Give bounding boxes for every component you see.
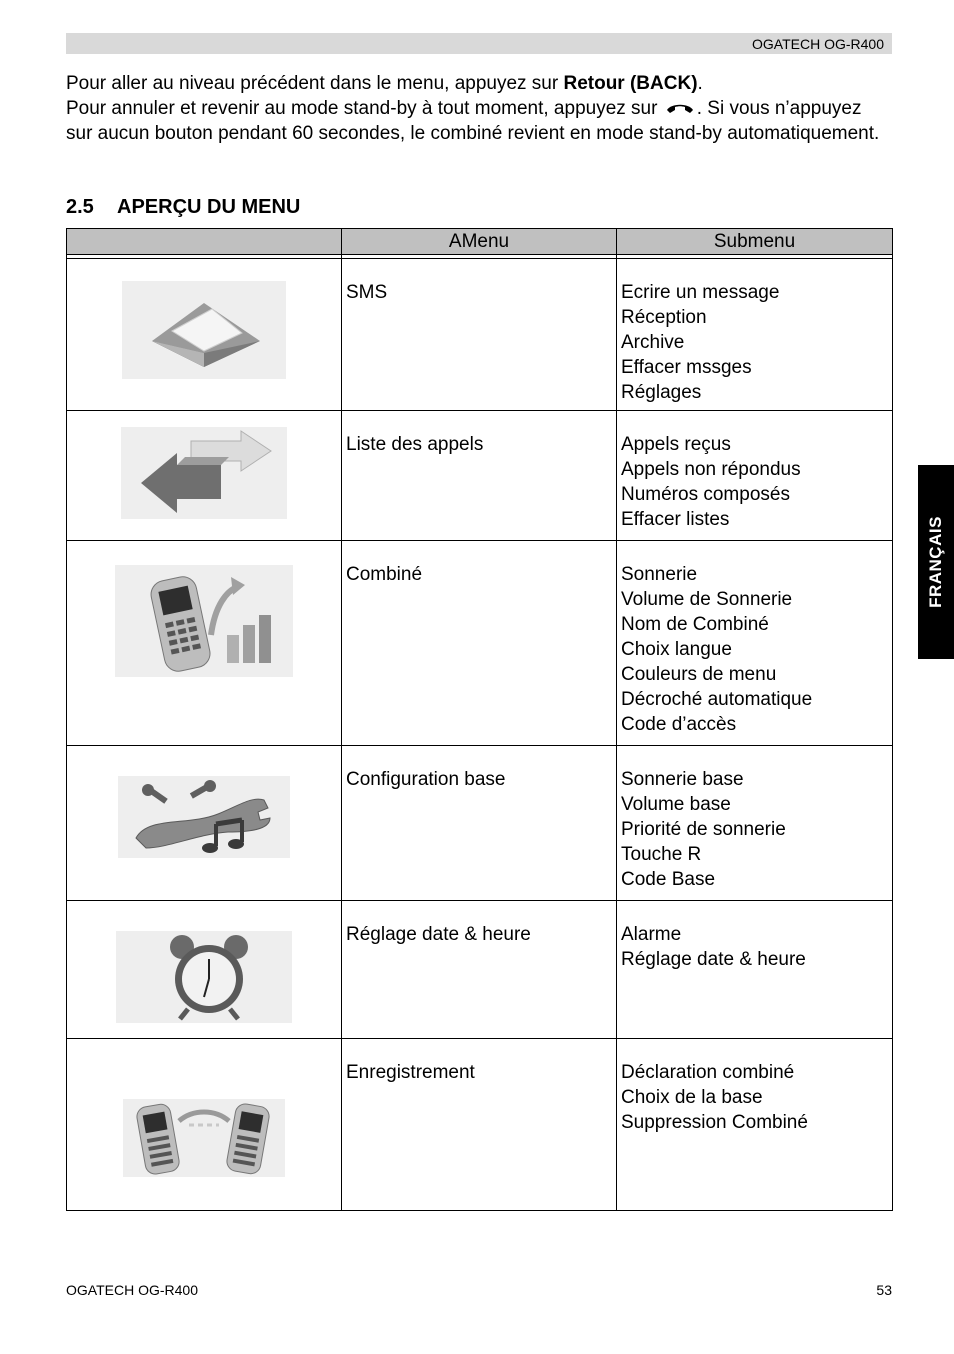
- submenu-item: Numéros composés: [621, 484, 790, 505]
- intro-line-2: [66, 96, 892, 146]
- page-number: 53: [876, 1282, 892, 1298]
- submenu-item: Appels reçus: [621, 434, 731, 455]
- submenu-cell: [617, 901, 893, 1039]
- menu-cell: [342, 746, 617, 901]
- hang-up-phone-icon: [665, 101, 695, 115]
- table-row: [67, 901, 893, 1039]
- handset-icon: [115, 565, 293, 677]
- header-submenu-col: Submenu: [617, 229, 893, 255]
- intro-line-1: [66, 71, 892, 96]
- submenu-cell: [617, 541, 893, 746]
- tools-icon: [118, 776, 290, 858]
- icon-cell: [67, 901, 342, 1039]
- intro-line-1-end: .: [697, 73, 703, 94]
- submenu-item: Code d’accès: [621, 714, 737, 735]
- alarm-clock-icon: [116, 931, 292, 1023]
- header-menu-col: AMenu: [342, 229, 617, 255]
- menu-cell: [342, 411, 617, 541]
- submenu-item: Archive: [621, 332, 685, 353]
- table-row: [67, 541, 893, 746]
- header-icon-col: [67, 229, 342, 255]
- submenu-cell: [617, 1039, 893, 1211]
- intro-line-2-rest: . Si vous n’appuyez sur aucun bouton pendant 60 secondes, le combiné revient en mode stand-by automatiquement.: [66, 98, 880, 144]
- menu-cell: [342, 541, 617, 746]
- menu-label: Liste des appels: [346, 434, 484, 455]
- table-row: [67, 259, 893, 411]
- footer-model: OGATECH OG-R400: [66, 1282, 198, 1298]
- menu-label: Réglage date & heure: [346, 924, 531, 945]
- registration-phones-icon: [123, 1099, 285, 1177]
- header-model: OGATECH OG-R400: [752, 36, 884, 52]
- intro-line-2-text: Pour annuler et revenir au mode stand-by à tout moment, appuyez sur: [66, 98, 663, 119]
- section-heading: APERÇU DU MENU: [117, 196, 301, 218]
- section-number: 2.5: [66, 196, 94, 218]
- submenu-item: Suppression Combiné: [621, 1112, 808, 1133]
- submenu-cell: [617, 746, 893, 901]
- menu-label: Configuration base: [346, 769, 506, 790]
- submenu-item: Sonnerie: [621, 564, 698, 585]
- submenu-cell: [617, 259, 893, 411]
- submenu-list: [621, 1060, 892, 1135]
- submenu-item: Code Base: [621, 869, 716, 890]
- submenu-item: Choix de la base: [621, 1087, 763, 1108]
- submenu-item: Choix langue: [621, 639, 732, 660]
- submenu-item: Déclaration combiné: [621, 1062, 795, 1083]
- submenu-item: Décroché automatique: [621, 689, 813, 710]
- table-row: [67, 411, 893, 541]
- submenu-item: Touche R: [621, 844, 702, 865]
- submenu-item: Réglage date & heure: [621, 949, 806, 970]
- submenu-item: Volume de Sonnerie: [621, 589, 793, 610]
- envelope-icon: [122, 281, 286, 379]
- submenu-list: [621, 562, 892, 737]
- icon-cell: [67, 259, 342, 411]
- intro-line-1-text: Pour aller au niveau précédent dans le menu, appuyez sur: [66, 73, 564, 94]
- menu-label: SMS: [346, 282, 388, 303]
- section-title: [66, 195, 300, 219]
- icon-cell: [67, 541, 342, 746]
- menu-overview-table: [66, 228, 893, 1211]
- menu-label: Combiné: [346, 564, 423, 585]
- submenu-item: Alarme: [621, 924, 682, 945]
- menu-cell: [342, 259, 617, 411]
- back-key-label: Retour (BACK): [563, 73, 698, 94]
- submenu-cell: [617, 411, 893, 541]
- icon-cell: [67, 1039, 342, 1211]
- icon-cell: [67, 411, 342, 541]
- submenu-item: Réglages: [621, 382, 702, 403]
- submenu-item: Sonnerie base: [621, 769, 744, 790]
- icon-cell: [67, 746, 342, 901]
- table-header-row: [67, 229, 893, 255]
- menu-cell: [342, 1039, 617, 1211]
- submenu-item: Réception: [621, 307, 707, 328]
- submenu-list: [621, 767, 892, 892]
- menu-cell: [342, 901, 617, 1039]
- intro-text: [66, 71, 892, 146]
- menu-label: Enregistrement: [346, 1062, 475, 1083]
- submenu-list: [621, 280, 892, 405]
- submenu-item: Ecrire un message: [621, 282, 780, 303]
- table-row: [67, 746, 893, 901]
- submenu-item: Appels non répondus: [621, 459, 801, 480]
- language-side-tab: [918, 465, 954, 659]
- language-label: FRANÇAIS: [926, 516, 945, 608]
- submenu-item: Effacer listes: [621, 509, 730, 530]
- page-header-bar: [66, 33, 892, 54]
- table-row: [67, 1039, 893, 1211]
- submenu-item: Effacer mssges: [621, 357, 752, 378]
- submenu-list: [621, 432, 892, 532]
- submenu-item: Priorité de sonnerie: [621, 819, 786, 840]
- submenu-item: Volume base: [621, 794, 731, 815]
- submenu-item: Nom de Combiné: [621, 614, 769, 635]
- call-arrows-icon: [121, 427, 287, 519]
- submenu-list: [621, 922, 892, 972]
- submenu-item: Couleurs de menu: [621, 664, 777, 685]
